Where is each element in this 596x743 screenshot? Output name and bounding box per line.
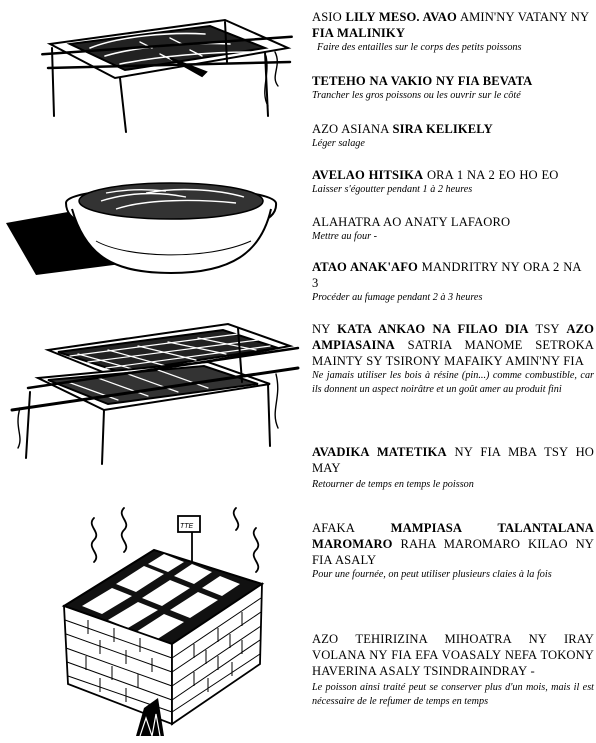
step-5-malagasy: ALAHATRA AO ANATY LAFAORO — [312, 215, 511, 229]
step-8 — [312, 444, 594, 492]
step-9-french: Pour une fournée, on peut utiliser plusieurs claies à la fois — [312, 569, 552, 580]
step-3-malagasy: AZO ASIANA SIRA KELIKELY — [312, 122, 493, 136]
step-1 — [312, 9, 594, 55]
step-4-malagasy: AVELAO HITSIKA ORA 1 NA 2 EO HO EO — [312, 168, 559, 182]
kiln-sign-label: TTE — [180, 523, 194, 530]
step-7 — [312, 321, 594, 396]
step-5-french: Mettre au four - — [312, 231, 377, 242]
step-10 — [312, 631, 594, 708]
step-6-french: Procéder au fumage pendant 2 à 3 heures — [312, 292, 483, 303]
step-1-french: Faire des entailles sur le corps des petits poissons — [317, 42, 522, 53]
grill-rack-illustration — [8, 318, 304, 468]
step-3-french: Léger salage — [312, 138, 365, 149]
step-7-malagasy: NY KATA ANKAO NA FILAO DIA TSY AZO AMPIASAINA SATRIA MANOME SETROKA MAINTY SY TSIRONY MAFAIKY AMIN'NY FIA — [312, 322, 594, 368]
step-4 — [312, 167, 594, 197]
step-8-malagasy: AVADIKA MATETIKA NY FIA MBA TSY HO MAY — [312, 445, 594, 475]
step-1-malagasy: ASIO LILY MESO. AVAO AMIN'NY VATANY NY FIA MALINIKY — [312, 10, 589, 40]
step-10-french: Le poisson ainsi traité peut se conserver plus d'un mois, mais il est nécessaire de le refumer de temps en temps — [312, 682, 594, 707]
step-7-french: Ne jamais utiliser les bois à résine (pin...) comme combustible, car ils donnent un aspect noirâtre et un goût amer au produit fini — [312, 370, 594, 395]
step-2 — [312, 73, 594, 103]
step-9-malagasy: AFAKA MAMPIASA TALANTALANA MAROMARO RAHA MAROMARO KILAO NY FIA ASALY — [312, 521, 594, 567]
step-6 — [312, 259, 594, 305]
brick-kiln-illustration — [24, 498, 294, 738]
step-6-malagasy: ATAO ANAK'AFO MANDRITRY NY ORA 2 NA 3 — [312, 260, 581, 290]
step-4-french: Laisser s'égoutter pendant 1 à 2 heures — [312, 184, 473, 195]
basin-illustration — [6, 163, 296, 293]
step-3 — [312, 121, 594, 151]
step-5 — [312, 214, 594, 244]
step-8-french: Retourner de temps en temps le poisson — [312, 479, 474, 490]
step-9 — [312, 520, 594, 582]
drying-rack-illustration — [20, 6, 300, 146]
step-2-french: Trancher les gros poissons ou les ouvrir sur le côté — [312, 90, 521, 101]
step-10-malagasy: AZO TEHIRIZINA MIHOATRA NY IRAY VOLANA NY FIA EFA VOASALY NEFA TOKONY HAVERINA ASALY TSINDRAINDRAY - — [312, 632, 594, 678]
step-2-malagasy: TETEHO NA VAKIO NY FIA BEVATA — [312, 74, 533, 88]
